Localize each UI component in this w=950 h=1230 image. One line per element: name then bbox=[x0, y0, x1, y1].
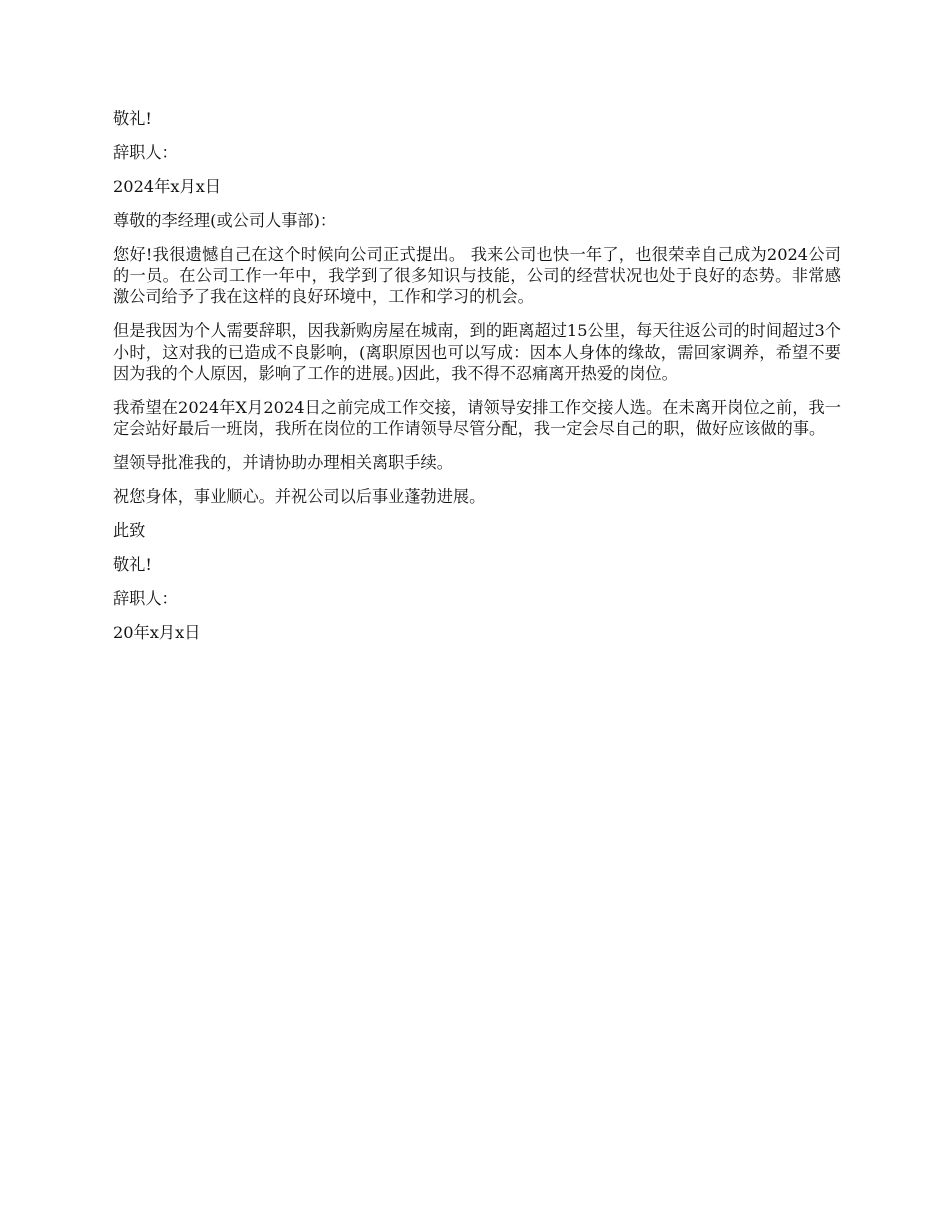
salutation: 尊敬的李经理(或公司人事部)： bbox=[113, 211, 337, 230]
closing-ci-zhi: 此致 bbox=[113, 521, 146, 541]
body-paragraph-reason: 但是我因为个人需要辞职，因我新购房屋在城南，到的距离超过15公里，每天往返公司的时间超过3个小时，这对我的已造成不良影响，(离职原因也可以写成：因本人身体的缘故，需回家调养，希望不要因为我的个人原因，影响了工作的进展。)因此，我不得不忍痛离开热爱的岗位。 bbox=[113, 321, 841, 383]
signer-label: 辞职人： bbox=[113, 589, 178, 609]
body-paragraph-intro: 您好!我很遗憾自己在这个时候向公司正式提出。 我来公司也快一年了，也很荣幸自己成为2024公司的一员。在公司工作一年中，我学到了很多知识与技能，公司的经营状况也处于良好的态势。非常感激公司给予了我在这样的良好环境中，工作和学习的机会。 bbox=[113, 245, 841, 307]
body-paragraph-wishes: 祝您身体，事业顺心。并祝公司以后事业蓬勃进展。 bbox=[113, 487, 486, 507]
signer-label-top: 辞职人： bbox=[113, 143, 178, 162]
date-line-top: 2024年x月x日 bbox=[113, 177, 222, 196]
closing-salute: 敬礼! bbox=[113, 555, 152, 575]
closing-salute-top: 敬礼! bbox=[113, 109, 152, 128]
body-paragraph-handover: 我希望在2024年X月2024日之前完成工作交接，请领导安排工作交接人选。在未离开岗位之前，我一定会站好最后一班岗，我所在岗位的工作请领导尽管分配，我一定会尽自己的职，做好应该做的事。 bbox=[113, 397, 841, 439]
document-page bbox=[113, 108, 841, 656]
body-paragraph-request: 望领导批准我的，并请协助办理相关离职手续。 bbox=[113, 453, 453, 473]
date-line: 20年x月x日 bbox=[113, 623, 201, 643]
